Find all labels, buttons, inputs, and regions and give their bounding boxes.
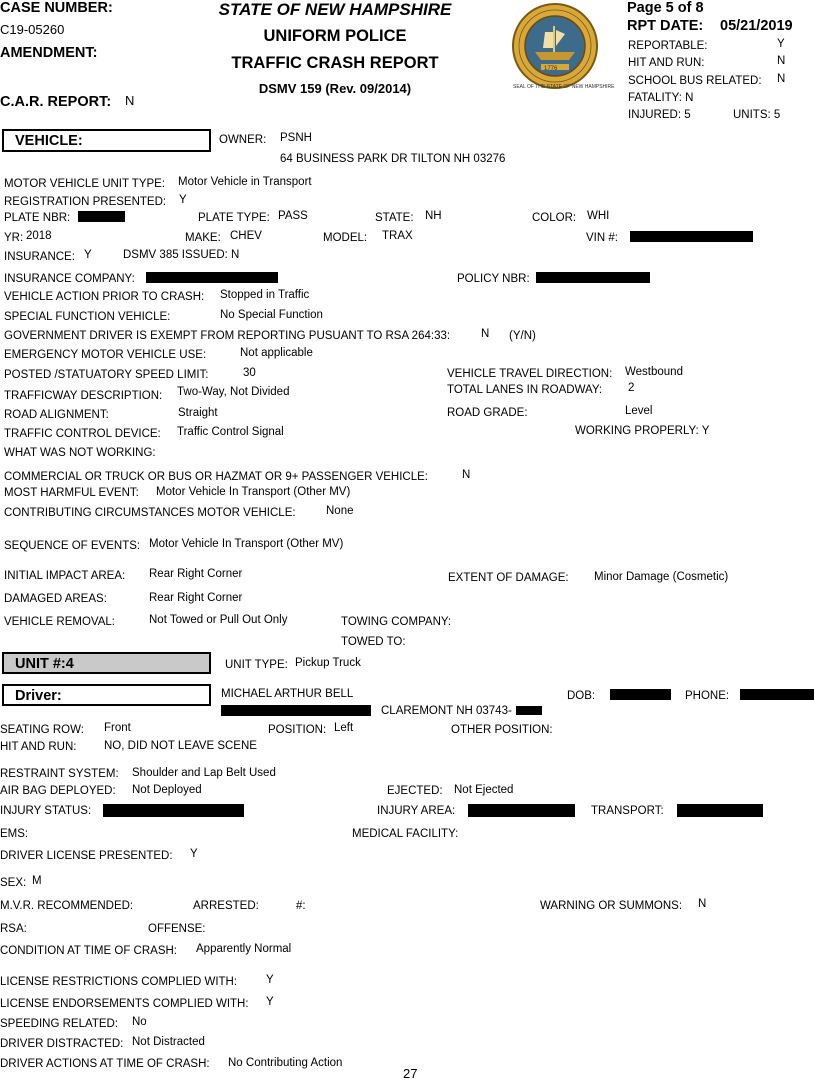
distracted-label: DRIVER DISTRACTED:	[0, 1038, 124, 1050]
speed-label: POSTED /STATUATORY SPEED LIMIT:	[4, 369, 209, 381]
year-label: YR:	[4, 232, 24, 244]
owner-label: OWNER:	[219, 134, 267, 146]
alignment-label: ROAD ALIGNMENT:	[4, 409, 109, 421]
gov-exempt-label: GOVERNMENT DRIVER IS EXEMPT FROM REPORTING PUSUANT TO RSA 264:33:	[4, 330, 451, 342]
removal-value: Not Towed or Pull Out Only	[149, 614, 288, 626]
warning-label: WARNING OR SUMMONS:	[540, 900, 683, 912]
unit-type-value-2: Pickup Truck	[295, 657, 361, 669]
plate-type-value: PASS	[278, 210, 308, 222]
page-number: 27	[403, 1066, 418, 1081]
offense-label: OFFENSE:	[148, 923, 206, 935]
speed-value: 30	[243, 367, 256, 379]
plate-redacted	[78, 211, 125, 222]
sex-value: M	[32, 875, 42, 887]
sex-label: SEX:	[0, 877, 27, 889]
color-label: COLOR:	[532, 212, 577, 224]
case-number: C19-05260	[0, 22, 65, 37]
sequence-value: Motor Vehicle In Transport (Other MV)	[149, 538, 344, 550]
state-seal	[505, 2, 605, 90]
lanes-label: TOTAL LANES IN ROADWAY:	[447, 384, 603, 396]
case-number-label: CASE NUMBER:	[0, 0, 113, 16]
insurance-company-label: INSURANCE COMPANY:	[4, 273, 135, 285]
warning-value: N	[698, 898, 707, 910]
trafficway-label: TRAFFICWAY DESCRIPTION:	[4, 390, 163, 402]
harmful-event-value: Motor Vehicle In Transport (Other MV)	[156, 486, 351, 498]
hit-run-label: HIT AND RUN:	[628, 57, 705, 69]
page-indicator: Page 5 of 8	[627, 0, 704, 16]
reportable-label: REPORTABLE:	[628, 40, 708, 52]
plate-label: PLATE NBR:	[4, 212, 71, 224]
insurance-value: Y	[84, 249, 92, 261]
injury-area-redacted	[468, 804, 575, 817]
amendment-label: AMENDMENT:	[0, 45, 98, 61]
sequence-label: SEQUENCE OF EVENTS:	[4, 540, 141, 552]
position-value: Left	[334, 722, 354, 734]
number-label: #:	[296, 900, 306, 912]
impact-area-label: INITIAL IMPACT AREA:	[4, 570, 126, 582]
unit-section-label: UNIT #:4	[15, 656, 74, 672]
owner-value: PSNH	[280, 132, 312, 144]
make-label: MAKE:	[185, 232, 221, 244]
restraint-value: Shoulder and Lap Belt Used	[132, 767, 276, 779]
transport-redacted	[677, 804, 763, 817]
damage-extent-label: EXTENT OF DAMAGE:	[448, 572, 569, 584]
condition-label: CONDITION AT TIME OF CRASH:	[0, 945, 177, 957]
distracted-value: Not Distracted	[132, 1036, 205, 1048]
special-function-value: No Special Function	[220, 309, 323, 321]
state-label: STATE:	[375, 212, 414, 224]
towing-company-label: TOWING COMPANY:	[341, 616, 452, 628]
driver-zip-redacted	[516, 706, 542, 715]
license-presented-label: DRIVER LICENSE PRESENTED:	[0, 850, 173, 862]
driver-actions-value: No Contributing Action	[228, 1057, 343, 1069]
driver-name: MICHAEL ARTHUR BELL	[221, 688, 354, 700]
emergency-label: EMERGENCY MOTOR VEHICLE USE:	[4, 349, 207, 361]
state-title: STATE OF NEW HAMPSHIRE	[218, 0, 452, 19]
grade-label: ROAD GRADE:	[447, 407, 528, 419]
policy-label: POLICY NBR:	[457, 273, 530, 285]
vehicle-section-label: VEHICLE:	[15, 133, 83, 149]
airbag-label: AIR BAG DEPLOYED:	[0, 785, 116, 797]
action-label: VEHICLE ACTION PRIOR TO CRASH:	[4, 291, 205, 303]
not-working-label: WHAT WAS NOT WORKING:	[4, 447, 156, 459]
report-title-1: UNIFORM POLICE	[263, 27, 407, 45]
license-presented-value: Y	[190, 848, 198, 860]
dsmv385-issued: DSMV 385 ISSUED: N	[123, 249, 240, 261]
rpt-date: 05/21/2019	[720, 18, 793, 34]
damaged-areas-value: Rear Right Corner	[149, 592, 243, 604]
injured: INJURED: 5	[628, 109, 691, 121]
gov-exempt-yn: (Y/N)	[509, 330, 536, 342]
driver-city: CLAREMONT NH 03743-	[381, 705, 512, 717]
condition-value: Apparently Normal	[196, 943, 292, 955]
injury-status-label: INJURY STATUS:	[0, 805, 92, 817]
car-report-label: C.A.R. REPORT:	[0, 94, 112, 110]
working-properly: WORKING PROPERLY: Y	[575, 425, 710, 437]
harmful-event-label: MOST HARMFUL EVENT:	[4, 487, 139, 499]
form-number: DSMV 159 (Rev. 09/2014)	[258, 81, 412, 96]
emergency-value: Not applicable	[240, 347, 313, 359]
action-value: Stopped in Traffic	[220, 289, 310, 301]
seal-text: SEAL OF THE STATE OF NEW HAMPSHIRE	[513, 84, 615, 90]
school-bus-value: N	[777, 73, 786, 85]
phone-redacted	[740, 689, 814, 700]
reportable-value: Y	[777, 38, 785, 50]
phone-label: PHONE:	[685, 690, 730, 702]
dob-redacted	[610, 689, 671, 700]
gov-exempt-value: N	[481, 328, 490, 340]
registration-value: Y	[179, 194, 187, 206]
school-bus-label: SCHOOL BUS RELATED:	[628, 75, 762, 87]
restrictions-label: LICENSE RESTRICTIONS COMPLIED WITH:	[0, 976, 238, 988]
seating-row-label: SEATING ROW:	[0, 724, 84, 736]
plate-type-label: PLATE TYPE:	[198, 212, 270, 224]
special-function-label: SPECIAL FUNCTION VEHICLE:	[4, 311, 171, 323]
driver-section-box	[2, 684, 211, 706]
endorsements-label: LICENSE ENDORSEMENTS COMPLIED WITH:	[0, 998, 249, 1010]
control-device-label: TRAFFIC CONTROL DEVICE:	[4, 428, 161, 440]
vin-redacted	[630, 231, 753, 242]
alignment-value: Straight	[178, 407, 218, 419]
rpt-date-label: RPT DATE:	[627, 18, 704, 34]
vin-label: VIN #:	[586, 232, 618, 244]
direction-value: Westbound	[625, 366, 683, 378]
damaged-areas-label: DAMAGED AREAS:	[4, 593, 107, 605]
units: UNITS: 5	[733, 109, 781, 121]
endorsements-value: Y	[266, 996, 274, 1008]
medical-facility-label: MEDICAL FACILITY:	[352, 828, 459, 840]
rsa-label: RSA:	[0, 923, 27, 935]
policy-redacted	[536, 272, 650, 283]
year-value: 2018	[26, 230, 52, 242]
color-value: WHI	[587, 210, 610, 222]
unit-type-label-2: UNIT TYPE:	[225, 659, 288, 671]
speeding-value: No	[132, 1016, 147, 1028]
car-report-value: N	[125, 93, 135, 108]
seal-year: 1776	[544, 66, 558, 72]
arrested-label: ARRESTED:	[193, 900, 259, 912]
unit-type-value: Motor Vehicle in Transport	[178, 176, 312, 188]
lanes-value: 2	[628, 382, 635, 394]
driver-hit-run-value: NO, DID NOT LEAVE SCENE	[104, 740, 257, 752]
contributing-value: None	[326, 505, 354, 517]
restrictions-value: Y	[266, 974, 274, 986]
insurance-label: INSURANCE:	[4, 251, 75, 263]
unit-section-box	[2, 652, 211, 674]
airbag-value: Not Deployed	[132, 784, 202, 796]
injury-area-label: INJURY AREA:	[377, 805, 456, 817]
registration-label: REGISTRATION PRESENTED:	[4, 196, 167, 208]
other-position-label: OTHER POSITION:	[451, 724, 553, 736]
restraint-label: RESTRAINT SYSTEM:	[0, 768, 119, 780]
damage-extent-value: Minor Damage (Cosmetic)	[594, 571, 729, 583]
grade-value: Level	[625, 405, 653, 417]
driver-section-label: Driver:	[15, 688, 62, 704]
state-value: NH	[425, 210, 442, 222]
trafficway-value: Two-Way, Not Divided	[177, 386, 290, 398]
mvr-label: M.V.R. RECOMMENDED:	[0, 900, 134, 912]
report-title-2: TRAFFIC CRASH REPORT	[231, 54, 439, 72]
dob-label: DOB:	[567, 690, 596, 702]
commercial-value: N	[462, 469, 471, 481]
impact-area-value: Rear Right Corner	[149, 568, 243, 580]
transport-label: TRANSPORT:	[591, 805, 664, 817]
driver-actions-label: DRIVER ACTIONS AT TIME OF CRASH:	[0, 1058, 210, 1070]
driver-hit-run-label: HIT AND RUN:	[0, 741, 77, 753]
unit-type-label: MOTOR VEHICLE UNIT TYPE:	[4, 178, 166, 190]
commercial-label: COMMERCIAL OR TRUCK OR BUS OR HAZMAT OR 9+ PASSENGER VEHICLE:	[4, 471, 428, 483]
removal-label: VEHICLE REMOVAL:	[4, 616, 115, 628]
speeding-label: SPEEDING RELATED:	[0, 1018, 119, 1030]
towed-to-label: TOWED TO:	[341, 636, 406, 648]
ems-label: EMS:	[0, 828, 29, 840]
control-device-value: Traffic Control Signal	[177, 426, 284, 438]
fatality: FATALITY: N	[628, 92, 694, 104]
hit-run-value: N	[777, 55, 786, 67]
ejected-label: EJECTED:	[387, 785, 443, 797]
injury-status-redacted	[103, 804, 244, 817]
model-value: TRAX	[382, 230, 413, 242]
position-label: POSITION:	[268, 724, 327, 736]
owner-address: 64 BUSINESS PARK DR TILTON NH 03276	[280, 153, 506, 165]
vehicle-section-box	[2, 129, 211, 152]
ejected-value: Not Ejected	[454, 784, 514, 796]
direction-label: VEHICLE TRAVEL DIRECTION:	[447, 368, 613, 380]
contributing-label: CONTRIBUTING CIRCUMSTANCES MOTOR VEHICLE:	[4, 507, 296, 519]
model-label: MODEL:	[323, 232, 368, 244]
make-value: CHEV	[230, 230, 262, 242]
driver-street-redacted	[221, 705, 371, 716]
seating-row-value: Front	[104, 722, 131, 734]
insurance-company-redacted	[146, 272, 278, 283]
